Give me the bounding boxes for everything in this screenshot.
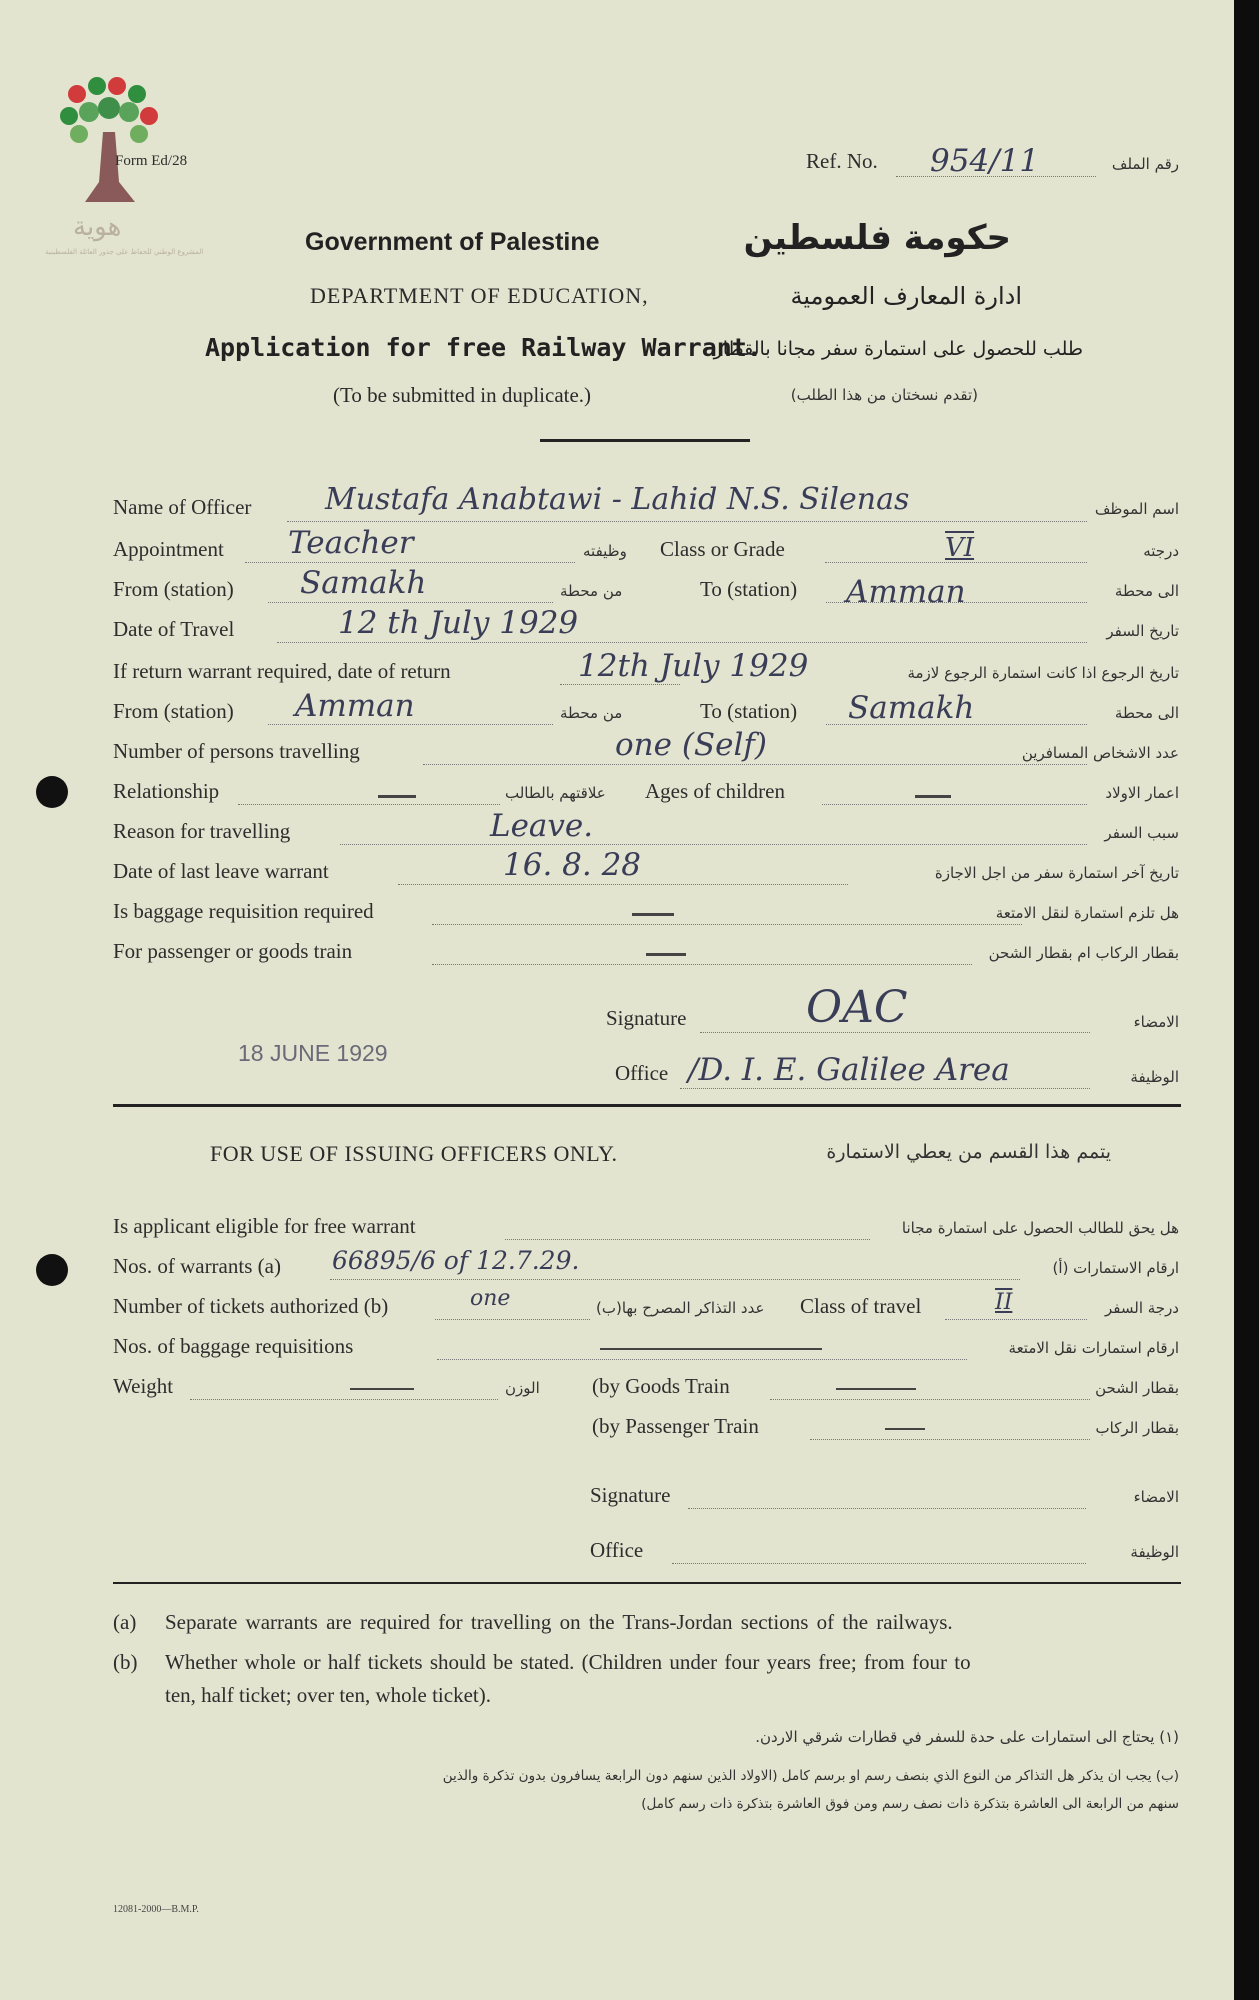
- class-travel-value: II: [995, 1290, 1013, 1315]
- ages-label: Ages of children: [645, 779, 785, 803]
- form-number: Form Ed/28: [115, 153, 188, 169]
- gov-title: Government of Palestine: [305, 228, 600, 256]
- name-value: Mustafa Anabtawi - Lahid N.S. Silenas: [325, 482, 910, 517]
- note-b-mark: (b): [113, 1650, 138, 1674]
- tickets-label: Number of tickets authorized (b): [113, 1294, 389, 1318]
- name-label: Name of Officer: [113, 495, 252, 519]
- signature-value: OAC: [806, 982, 908, 1033]
- note-a-ar: (١) يحتاج الى استمارات على حدة للسفر في قطارات شرقي الاردن.: [755, 1728, 1179, 1746]
- last-leave-label: Date of last leave warrant: [113, 859, 329, 883]
- relationship-label: Relationship: [113, 779, 220, 803]
- appointment-line: [245, 562, 575, 563]
- date-travel-label: Date of Travel: [113, 617, 235, 641]
- issuing-title-ar: يتمم هذا القسم من يعطي الاستمارة: [826, 1141, 1111, 1163]
- office-ar: الوظيفة: [1130, 1068, 1179, 1086]
- persons-value: one (Self): [615, 727, 767, 763]
- reason-line: [340, 844, 1087, 845]
- to-station-value: Amman: [846, 574, 966, 610]
- baggage-requisitions-label: Nos. of baggage requisitions: [113, 1334, 354, 1358]
- class-ar: درجته: [1143, 542, 1179, 560]
- issuing-office-line: [672, 1563, 1086, 1564]
- goods-train-dash: [836, 1388, 916, 1390]
- issuing-signature-label: Signature: [590, 1483, 671, 1507]
- signature-ar: الامضاء: [1133, 1013, 1179, 1031]
- note-a-mark: (a): [113, 1610, 137, 1634]
- appointment-ar: وظيفته: [583, 542, 627, 560]
- return-line: [560, 684, 680, 685]
- from-station-line: [268, 602, 553, 603]
- dept-title: DEPARTMENT OF EDUCATION,: [310, 283, 649, 308]
- ages-ar: اعمار الاولاد: [1105, 784, 1179, 802]
- appointment-value: Teacher: [288, 525, 414, 561]
- passenger-train-label: (by Passenger Train: [592, 1414, 759, 1438]
- note-a-text: Separate warrants are required for travelling on the Trans-Jordan sections of the railways.: [165, 1610, 953, 1634]
- weight-line: [190, 1399, 498, 1400]
- train-label: For passenger or goods train: [113, 939, 353, 963]
- issuing-title: FOR USE OF ISSUING OFFICERS ONLY.: [210, 1141, 618, 1166]
- gov-title-ar: حكومة فلسطين: [743, 218, 1011, 258]
- relationship-ar: علاقتهم بالطالب: [505, 784, 606, 802]
- issuing-signature-line: [688, 1508, 1086, 1509]
- punch-hole: [36, 776, 68, 808]
- reason-ar: سبب السفر: [1104, 824, 1179, 842]
- train-line: [432, 964, 972, 965]
- dept-title-ar: ادارة المعارف العمومية: [790, 282, 1022, 310]
- ages-line: [822, 804, 1087, 805]
- note-b-text-2: ten, half ticket; over ten, whole ticket).: [165, 1683, 491, 1707]
- office-value: /D. I. E. Galilee Area: [688, 1052, 1010, 1088]
- from-station-2-label: From (station): [113, 699, 234, 723]
- issuing-office-label: Office: [590, 1538, 644, 1562]
- to-station-2-ar: الى محطة: [1114, 704, 1179, 722]
- date-travel-line: [277, 642, 1087, 643]
- ref-label: Ref. No.: [806, 149, 878, 173]
- weight-ar: الوزن: [505, 1379, 540, 1397]
- from-station-2-ar: من محطة: [560, 704, 623, 722]
- goods-train-label: (by Goods Train: [592, 1374, 730, 1398]
- print-code: 12081-2000—B.M.P.: [113, 1904, 199, 1915]
- to-station-ar: الى محطة: [1114, 582, 1179, 600]
- warrants-label: Nos. of warrants (a): [113, 1254, 281, 1278]
- baggage-line: [432, 924, 1022, 925]
- return-ar: تاريخ الرجوع اذا كانت استمارة الرجوع لازمة: [907, 664, 1179, 682]
- last-leave-ar: تاريخ آخر استمارة سفر من اجل الاجازة: [934, 864, 1179, 882]
- eligible-line: [505, 1239, 870, 1240]
- relationship-dash: [378, 795, 416, 798]
- passenger-train-line: [810, 1439, 1090, 1440]
- duplicate-note: (To be submitted in duplicate.): [333, 383, 592, 407]
- ref-value: 954/11: [930, 143, 1040, 179]
- passenger-train-ar: بقطار الركاب: [1095, 1419, 1179, 1437]
- notes-rule: [113, 1582, 1181, 1584]
- punch-hole-2: [36, 1254, 68, 1286]
- name-ar: اسم الموظف: [1094, 500, 1179, 518]
- to-station-2-value: Samakh: [848, 690, 975, 726]
- reason-label: Reason for travelling: [113, 819, 291, 843]
- tickets-ar: عدد التذاكر المصرح بها(ب): [596, 1299, 765, 1317]
- baggage-ar: هل تلزم استمارة لنقل الامتعة: [995, 904, 1179, 922]
- tree-icon: [55, 72, 165, 212]
- from-station-2-line: [268, 724, 553, 725]
- ref-ar: رقم الملف: [1111, 155, 1179, 173]
- train-dash: [646, 953, 686, 956]
- passenger-train-dash: [885, 1428, 925, 1430]
- office-label: Office: [615, 1061, 669, 1085]
- class-value: VI: [945, 533, 975, 563]
- name-line: [287, 521, 1087, 522]
- from-station-2-value: Amman: [295, 688, 415, 724]
- return-value: 12th July 1929: [578, 648, 809, 684]
- train-ar: بقطار الركاب ام بقطار الشحن: [988, 944, 1179, 962]
- warrants-value: 66895/6 of 12.7.29.: [332, 1246, 580, 1275]
- to-station-2-label: To (station): [700, 699, 798, 723]
- baggage-requisitions-dash: [600, 1348, 822, 1350]
- header-rule: [540, 439, 750, 442]
- office-line: [680, 1088, 1090, 1089]
- tickets-line: [435, 1319, 590, 1320]
- eligible-label: Is applicant eligible for free warrant: [113, 1214, 416, 1238]
- last-leave-line: [398, 884, 848, 885]
- from-station-label: From (station): [113, 577, 234, 601]
- baggage-requisitions-line: [437, 1359, 967, 1360]
- note-b-ar: (ب) يجب ان يذكر هل التذاكر من النوع الذي بنصف رسم او برسم كامل (الاولاد الذين سنهم دون الرابعة يسافرون بدون تذكرة والذين: [442, 1768, 1179, 1784]
- note-b-text: Whether whole or half tickets should be stated. (Children under four years free; from four to: [165, 1650, 971, 1674]
- scan-edge: [1234, 0, 1259, 2000]
- weight-label: Weight: [113, 1374, 174, 1398]
- form-title: Application for free Railway Warrant.: [205, 333, 762, 362]
- appointment-label: Appointment: [113, 537, 224, 561]
- section-rule: [113, 1104, 1181, 1107]
- class-travel-label: Class of travel: [800, 1294, 922, 1318]
- date-stamp: 18 JUNE 1929: [238, 1040, 388, 1066]
- warrants-line: [330, 1279, 1020, 1280]
- issuing-signature-ar: الامضاء: [1133, 1488, 1179, 1506]
- weight-dash: [350, 1388, 414, 1390]
- class-travel-ar: درجة السفر: [1105, 1299, 1179, 1317]
- class-travel-line: [945, 1319, 1087, 1320]
- persons-line: [423, 764, 1087, 765]
- note-b-ar-2: سنهم من الرابعة الى العاشرة بتذكرة ذات نصف رسم ومن فوق العاشرة بتذكرة ذات رسم كامل): [641, 1796, 1179, 1812]
- ages-dash: [915, 795, 951, 798]
- warrants-ar: ارقام الاستمارات (أ): [1052, 1259, 1179, 1277]
- goods-train-line: [770, 1399, 1090, 1400]
- reason-value: Leave.: [490, 808, 594, 844]
- watermark-subtitle: المشروع الوطني للحفاظ على جذور العائلة الفلسطينية: [45, 248, 204, 256]
- baggage-requisitions-ar: ارقام استمارات نقل الامتعة: [1008, 1339, 1179, 1357]
- issuing-office-ar: الوظيفة: [1130, 1543, 1179, 1561]
- watermark-text: هوية: [73, 212, 122, 242]
- duplicate-note-ar: (تقدم نسختان من هذا الطلب): [790, 386, 978, 404]
- to-station-label: To (station): [700, 577, 798, 601]
- baggage-label: Is baggage requisition required: [113, 899, 374, 923]
- from-station-ar: من محطة: [560, 582, 623, 600]
- signature-label: Signature: [606, 1006, 687, 1030]
- return-label: If return warrant required, date of return: [113, 659, 451, 683]
- eligible-ar: هل يحق للطالب الحصول على استمارة مجانا: [901, 1219, 1179, 1237]
- from-station-value: Samakh: [300, 565, 427, 601]
- date-travel-ar: تاريخ السفر: [1106, 622, 1179, 640]
- form-title-ar: طلب للحصول على استمارة سفر مجانا بالقطار: [713, 338, 1083, 360]
- last-leave-value: 16. 8. 28: [503, 847, 642, 883]
- relationship-line: [238, 804, 500, 805]
- date-travel-value: 12 th July 1929: [338, 605, 579, 641]
- persons-label: Number of persons travelling: [113, 739, 360, 763]
- baggage-dash: [632, 913, 674, 916]
- persons-ar: عدد الاشخاص المسافرين: [1021, 744, 1179, 762]
- tickets-value: one: [470, 1286, 511, 1311]
- goods-train-ar: بقطار الشحن: [1095, 1379, 1179, 1397]
- class-label: Class or Grade: [660, 537, 785, 561]
